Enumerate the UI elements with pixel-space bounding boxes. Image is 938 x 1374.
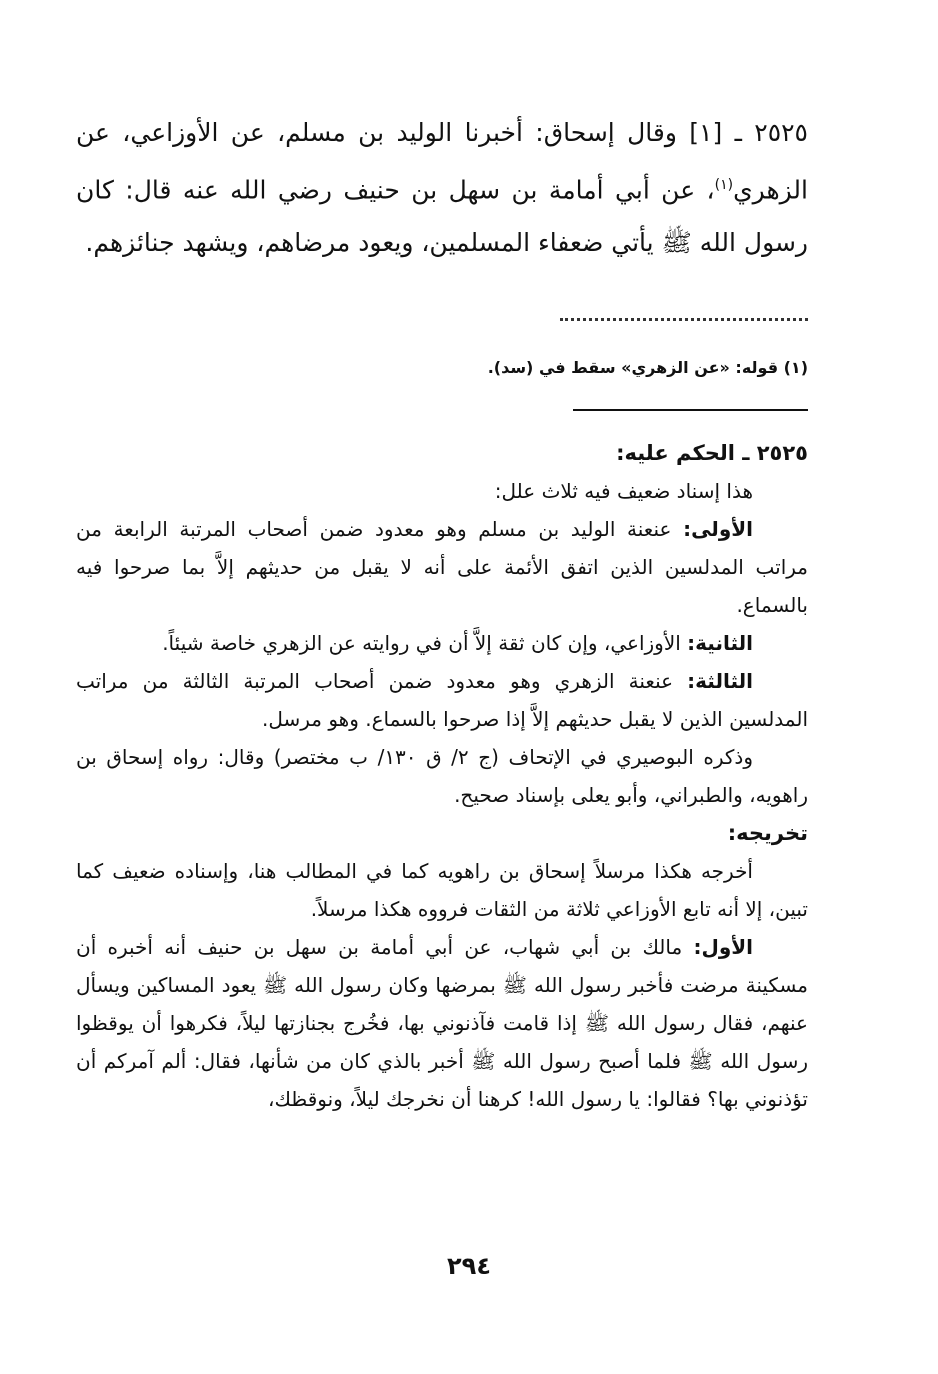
ruling-heading: ٢٥٢٥ ـ الحكم عليه: [616, 441, 808, 465]
footnote-rule [573, 409, 808, 411]
takhrij-first [76, 928, 808, 1118]
takhrij-first-label: الأول: [693, 935, 753, 959]
ruling-third-text: عنعنة الزهري وهو معدود ضمن أصحاب المرتبة الثالثة من مراتب المدلسين الذين لا يقبل حديثهم إلاَّ إذا صرحوا بالسماع. وهو مرسل. [76, 669, 808, 731]
ruling-second-label: الثانية: [687, 631, 753, 655]
ruling-intro: هذا إسناد ضعيف فيه ثلاث علل: [494, 479, 753, 503]
ruling-second-text: الأوزاعي، وإن كان ثقة إلاَّ أن في روايته عن الزهري خاصة شيئاً. [162, 631, 681, 655]
ruling-busiri: وذكره البوصيري في الإتحاف (ج ٢/ ق ١٣٠/ ب مختصر) وقال: رواه إسحاق بن راهويه، والطبراني، وأبو يعلى بإسناد صحيح. [76, 745, 808, 807]
commentary-body [76, 434, 808, 1118]
ruling-first-text: عنعنة الوليد بن مسلم وهو معدود ضمن أصحاب المرتبة الرابعة من مراتب المدلسين الذين اتفق الأئمة على أنه لا يقبل من حديثهم إلاَّ بما صرحوا فيه بالسماع. [76, 517, 808, 617]
ruling-third-label: الثالثة: [687, 669, 754, 693]
footnote-separator-dots [560, 318, 808, 335]
hadith-text-before-ref: وقال إسحاق: أخبرنا الوليد بن مسلم، عن الأوزاعي، عن الزهري [76, 118, 808, 205]
hadith-text-after-ref: ، عن أبي أمامة بن سهل بن حنيف رضي الله عنه قال: كان رسول الله ﷺ يأتي ضعفاء المسلمين، ويعود مرضاهم، ويشهد جنائزهم. [76, 175, 808, 258]
hadith-number: ٢٥٢٥ ـ [١] [689, 118, 808, 147]
ruling-second [76, 624, 808, 662]
takhrij-first-text: مالك بن أبي شهاب، عن أبي أمامة بن سهل بن حنيف أنه أخبره أن مسكينة مرضت فأخبر رسول الله ﷺ بمرضها وكان رسول الله ﷺ يعود المساكين ويسأل عنهم، فقال رسول الله ﷺ إذا قامت فآذنوني بها، فخُرج بجنازتها ليلاً، فكرهوا أن يوقظوا رسول الله ﷺ فلما أصبح رسول الله ﷺ أخبر بالذي كان من شأنها، فقال: ألم آمركم أن تؤذنوني بها؟ فقالوا: يا رسول الله! كرهنا أن نخرجك ليلاً، ونوقظك، [76, 935, 808, 1111]
footnote: (١) قوله: «عن الزهري» سقط في (سد). [487, 358, 808, 377]
footnote-ref[interactable]: (١) [714, 177, 734, 193]
ruling-first-label: الأولى: [683, 517, 753, 541]
takhrij-intro: أخرجه هكذا مرسلاً إسحاق بن راهويه كما في المطالب هنا، وإسناده ضعيف كما تبين، إلا أنه تابع الأوزاعي ثلاثة من الثقات فرووه هكذا مرسلاً. [76, 859, 808, 921]
ruling-first [76, 510, 808, 624]
ruling-third [76, 662, 808, 738]
page-number: ٢٩٤ [447, 1252, 491, 1280]
takhrij-heading: تخريجه: [727, 821, 808, 845]
hadith-text [76, 106, 808, 269]
